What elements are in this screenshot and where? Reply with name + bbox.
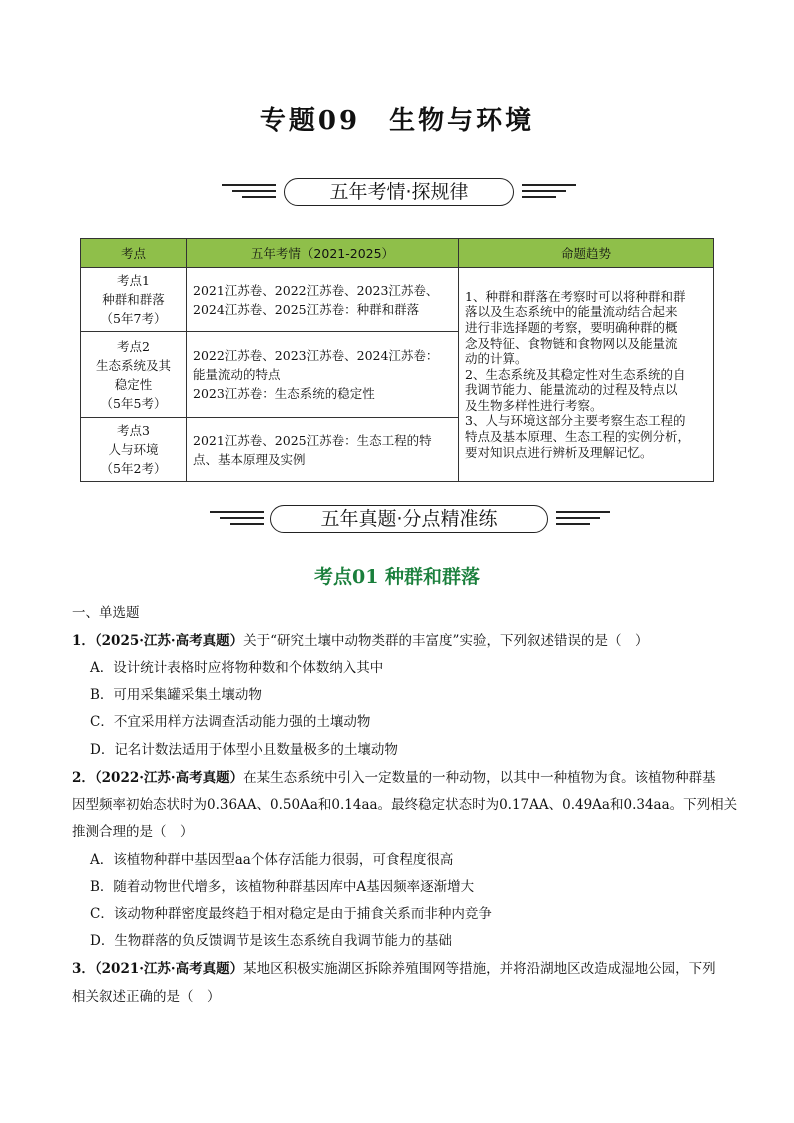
years-cell: 2022江苏卷、2023江苏卷、2024江苏卷： 能量流动的特点 2023江苏卷：生态系统的稳定性 [187,332,459,418]
table-row [81,268,714,332]
question-2-stem-cont: 因型频率初始态状时为0.36AA、0.50Aa和0.14aa。最终稳定状态时为0.17AA、0.49Aa和0.34aa。下列相关 [72,797,738,813]
table-header-row [81,239,714,268]
section-title: 考点01 种群和群落 [313,566,481,588]
banner-practice [0,505,794,535]
option: A．该植物种群中基因型aa个体存活能力很弱，可食程度很高 [90,852,454,868]
option: A．设计统计表格时应将物种数和个体数纳入其中 [90,660,384,676]
page-title: 专题09 生物与环境 [259,106,535,136]
kp-cell: 考点2 生态系统及其 稳定性 （5年5考） [81,332,187,418]
question-3-stem-cont: 相关叙述正确的是（ ） [72,989,221,1005]
col-header: 命题趋势 [459,239,714,268]
years-cell: 2021江苏卷、2022江苏卷、2023江苏卷、 2024江苏卷、2025江苏卷：种群和群落 [187,268,459,332]
option: B．可用采集罐采集土壤动物 [90,687,262,703]
banner-trends [0,178,794,208]
trend-cell: 1、种群和群落在考察时可以将种群和群 落以及生态系统中的能量流动结合起来 进行非选择题的考察，要明确种群的概 念及特征、食物链和食物网以及能量流 动的计算。 2、生态系统及其稳定性对生态系统的自 我调节能力、能量流动的过程及特点以 及生物多样性进行考察。 3、人与环境这部分主要考察生态工程的 特点及基本原理、生态工程的实例分析， 要对知识点进行辨析及理解记忆。 [459,268,714,482]
years-cell: 2021江苏卷、2025江苏卷：生态工程的特 点、基本原理及实例 [187,418,459,482]
question-2-stem-cont: 推测合理的是（ ） [72,824,194,840]
option: D．生物群落的负反馈调节是该生态系统自我调节能力的基础 [90,933,452,949]
question-type-label: 一、单选题 [72,605,140,621]
exam-trend-table [80,238,714,482]
option: B．随着动物世代增多，该植物种群基因库中A基因频率逐渐增大 [90,879,475,895]
question-3-stem: 3．（2021·江苏·高考真题）某地区积极实施湖区拆除养殖围网等措施，并将沿湖地区改造成湿地公园，下列 [72,961,716,977]
question-1-stem: 1．（2025·江苏·高考真题）关于“研究土壤中动物类群的丰富度”实验，下列叙述错误的是（ ） [72,633,649,649]
option: D．记名计数法适用于体型小且数量极多的土壤动物 [90,742,398,758]
option: C．该动物种群密度最终趋于相对稳定是由于捕食关系而非种内竞争 [90,906,492,922]
kp-cell: 考点3 人与环境 （5年2考） [81,418,187,482]
col-header: 五年考情（2021-2025） [187,239,459,268]
question-2-stem: 2．（2022·江苏·高考真题）在某生态系统中引入一定数量的一种动物，以其中一种植物为食。该植物种群基 [72,770,716,786]
col-header: 考点 [81,239,187,268]
banner-label: 五年考情·探规律 [284,178,514,206]
kp-cell: 考点1 种群和群落 （5年7考） [81,268,187,332]
option: C．不宜采用样方法调查活动能力强的土壤动物 [90,714,371,730]
banner-label: 五年真题·分点精准练 [270,505,548,533]
